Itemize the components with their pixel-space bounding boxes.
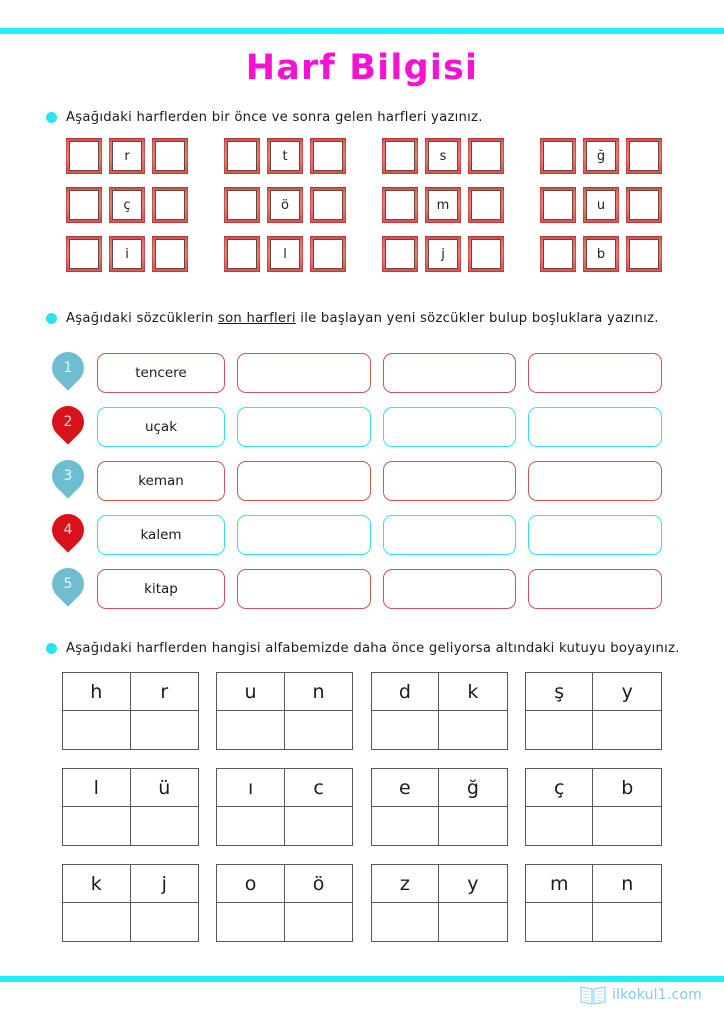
- color-in-row: [63, 711, 198, 749]
- instruction-2-pre: Aşağıdaki sözcüklerin: [66, 311, 218, 326]
- alphabet-table-row: [62, 864, 662, 942]
- letter-box-given: [583, 187, 619, 223]
- letter-box-given-value: s: [428, 141, 458, 171]
- letter-box-after[interactable]: [152, 236, 188, 272]
- letter-compare-table: [371, 768, 508, 846]
- letter-compare-table: [62, 864, 199, 942]
- letter-box-given: [109, 138, 145, 174]
- letter-box-before-value: [69, 190, 99, 220]
- word-row: [52, 404, 662, 449]
- letter-box-given: [267, 138, 303, 174]
- letter-cell-right: y: [467, 872, 479, 895]
- letter-box-before-value: [543, 190, 573, 220]
- letter-box-before-value: [385, 141, 415, 171]
- letter-box-before[interactable]: [382, 138, 418, 174]
- color-in-cell-right[interactable]: [593, 711, 661, 749]
- letter-box-before-value: [543, 239, 573, 269]
- color-in-cell-right[interactable]: [285, 711, 353, 749]
- letter-cell-left: h: [63, 673, 131, 710]
- letter-compare-table: [525, 672, 662, 750]
- letters-row: [372, 865, 507, 903]
- brand-label: ilkokul1.com: [611, 987, 702, 1003]
- color-in-row: [63, 903, 198, 941]
- color-in-cell-left[interactable]: [372, 711, 440, 749]
- letter-cell-left: l: [63, 769, 131, 806]
- color-in-cell-right[interactable]: [285, 807, 353, 845]
- letter-neighbors-row: [66, 138, 662, 174]
- letters-row: [217, 865, 352, 903]
- letter-neighbors-group: [224, 138, 346, 174]
- answer-blank-box[interactable]: [528, 515, 662, 555]
- letters-row: [63, 865, 198, 903]
- letter-cell-right: n: [621, 872, 634, 895]
- letter-compare-table: [216, 672, 353, 750]
- color-in-row: [526, 711, 661, 749]
- letter-box-after-value: [471, 141, 501, 171]
- letter-box-after-value: [155, 141, 185, 171]
- color-in-row: [217, 711, 352, 749]
- color-in-cell-left[interactable]: [217, 711, 285, 749]
- color-in-row: [217, 903, 352, 941]
- letter-neighbors-grid: [66, 138, 662, 272]
- letter-cell-left: ç: [526, 769, 594, 806]
- letter-cell-right: j: [161, 872, 167, 895]
- letter-box-before[interactable]: [540, 138, 576, 174]
- word-row: [52, 350, 662, 395]
- letter-box-given: [425, 138, 461, 174]
- letter-cell-left: z: [372, 865, 440, 902]
- letter-box-before[interactable]: [382, 236, 418, 272]
- color-in-cell-left[interactable]: [526, 711, 594, 749]
- letter-box-before-value: [69, 239, 99, 269]
- letter-box-before[interactable]: [224, 138, 260, 174]
- letter-box-given-value: u: [586, 190, 616, 220]
- letter-box-after-value: [629, 239, 659, 269]
- letter-box-given: [109, 236, 145, 272]
- color-in-cell-right[interactable]: [131, 903, 199, 941]
- color-in-cell-right[interactable]: [593, 903, 661, 941]
- answer-blank-box[interactable]: [383, 515, 517, 555]
- answer-blank-box[interactable]: [237, 569, 371, 609]
- color-in-row: [526, 807, 661, 845]
- answer-blank-box[interactable]: [528, 461, 662, 501]
- source-word-box: kalem: [97, 515, 225, 555]
- letter-cell-right: ö: [312, 872, 325, 895]
- answer-blank-box[interactable]: [383, 569, 517, 609]
- row-number-label: 5: [63, 576, 73, 592]
- letter-box-after-value: [155, 239, 185, 269]
- letter-cell-right: r: [160, 680, 169, 703]
- letter-box-after[interactable]: [310, 236, 346, 272]
- letter-cell-left: u: [217, 673, 285, 710]
- instruction-2: [46, 311, 659, 326]
- letter-box-given-value: ğ: [586, 141, 616, 171]
- letter-box-before[interactable]: [66, 138, 102, 174]
- answer-blank-box[interactable]: [237, 353, 371, 393]
- source-word-box: keman: [97, 461, 225, 501]
- letter-cell-right: k: [467, 680, 479, 703]
- letter-box-before-value: [227, 141, 257, 171]
- letter-neighbors-group: [66, 187, 188, 223]
- open-book-icon: [580, 984, 606, 1006]
- letter-cell-left: o: [217, 865, 285, 902]
- letter-box-given: [425, 236, 461, 272]
- answer-blank-box[interactable]: [383, 407, 517, 447]
- letter-box-after[interactable]: [468, 187, 504, 223]
- row-number-label: 2: [63, 414, 73, 430]
- letter-cell-right: ü: [158, 776, 171, 799]
- letter-box-after[interactable]: [468, 138, 504, 174]
- letter-box-after[interactable]: [626, 187, 662, 223]
- color-in-cell-left[interactable]: [372, 807, 440, 845]
- letter-box-given-value: m: [428, 190, 458, 220]
- letter-box-before-value: [385, 239, 415, 269]
- letter-box-given: [109, 187, 145, 223]
- letter-cell-right: b: [621, 776, 634, 799]
- letter-compare-table: [525, 864, 662, 942]
- letter-neighbors-group: [224, 236, 346, 272]
- letter-compare-table: [62, 768, 199, 846]
- letter-neighbors-group: [66, 236, 188, 272]
- color-in-row: [372, 711, 507, 749]
- instruction-3: [46, 641, 680, 656]
- letter-box-after[interactable]: [626, 138, 662, 174]
- letter-box-before[interactable]: [382, 187, 418, 223]
- answer-blank-box[interactable]: [528, 569, 662, 609]
- letter-box-given: [267, 187, 303, 223]
- letters-row: [526, 769, 661, 807]
- letter-neighbors-group: [540, 138, 662, 174]
- letter-box-before-value: [227, 190, 257, 220]
- letter-cell-left: d: [372, 673, 440, 710]
- word-row: [52, 512, 662, 557]
- color-in-cell-right[interactable]: [439, 807, 507, 845]
- row-number-pin: [52, 406, 84, 447]
- letter-box-given-value: ç: [112, 190, 142, 220]
- letter-cell-left: ş: [526, 673, 594, 710]
- letter-box-after[interactable]: [468, 236, 504, 272]
- letter-box-before[interactable]: [66, 236, 102, 272]
- letter-cell-right: c: [313, 776, 324, 799]
- letter-box-after[interactable]: [626, 236, 662, 272]
- letter-box-after-value: [313, 190, 343, 220]
- letter-box-before-value: [227, 239, 257, 269]
- color-in-cell-left[interactable]: [217, 807, 285, 845]
- letter-box-after-value: [471, 190, 501, 220]
- letter-neighbors-group: [66, 138, 188, 174]
- footer-branding: [580, 984, 702, 1006]
- color-in-row: [217, 807, 352, 845]
- letter-cell-right: ğ: [466, 776, 479, 799]
- color-in-cell-right[interactable]: [593, 807, 661, 845]
- letter-neighbors-row: [66, 187, 662, 223]
- row-number-pin: [52, 514, 84, 555]
- letter-box-after-value: [155, 190, 185, 220]
- letter-box-after[interactable]: [152, 187, 188, 223]
- source-word-box: uçak: [97, 407, 225, 447]
- letter-box-after-value: [629, 190, 659, 220]
- letter-neighbors-group: [540, 236, 662, 272]
- bullet-icon: [46, 112, 57, 123]
- letter-box-given-value: i: [112, 239, 142, 269]
- row-number-label: 4: [63, 522, 73, 538]
- letter-box-given-value: r: [112, 141, 142, 171]
- color-in-cell-right[interactable]: [439, 903, 507, 941]
- letter-box-before[interactable]: [540, 236, 576, 272]
- letter-compare-table: [525, 768, 662, 846]
- color-in-cell-left[interactable]: [217, 903, 285, 941]
- letter-neighbors-group: [382, 236, 504, 272]
- letter-box-before[interactable]: [540, 187, 576, 223]
- answer-blank-box[interactable]: [237, 407, 371, 447]
- bullet-icon: [46, 313, 57, 324]
- row-number-pin: [52, 352, 84, 393]
- alphabet-table-row: [62, 672, 662, 750]
- color-in-cell-right[interactable]: [131, 807, 199, 845]
- instruction-2-text: [66, 311, 659, 326]
- letter-box-given: [425, 187, 461, 223]
- word-rows-area: [52, 350, 662, 611]
- instruction-3-text: Aşağıdaki harflerden hangisi alfabemizde daha önce geliyorsa altındaki kutuyu boyayınız.: [66, 641, 680, 656]
- instruction-2-post: ile başlayan yeni sözcükler bulup boşluklara yazınız.: [295, 311, 659, 326]
- letters-row: [63, 673, 198, 711]
- color-in-cell-right[interactable]: [439, 711, 507, 749]
- answer-blank-box[interactable]: [237, 461, 371, 501]
- letter-box-given: [267, 236, 303, 272]
- letter-box-after-value: [313, 141, 343, 171]
- letter-box-given: [583, 138, 619, 174]
- word-row: [52, 458, 662, 503]
- letter-compare-table: [371, 672, 508, 750]
- color-in-row: [526, 903, 661, 941]
- letter-neighbors-group: [382, 138, 504, 174]
- bottom-divider-rule: [0, 976, 724, 982]
- answer-blank-box[interactable]: [528, 407, 662, 447]
- source-word-box: kitap: [97, 569, 225, 609]
- alphabet-table-row: [62, 768, 662, 846]
- top-divider-rule: [0, 28, 724, 34]
- row-number-label: 3: [63, 468, 73, 484]
- letter-box-given-value: b: [586, 239, 616, 269]
- letter-box-after[interactable]: [152, 138, 188, 174]
- letter-compare-table: [371, 864, 508, 942]
- letter-box-before[interactable]: [224, 187, 260, 223]
- source-word-box: tencere: [97, 353, 225, 393]
- color-in-row: [372, 903, 507, 941]
- letter-neighbors-row: [66, 236, 662, 272]
- letters-row: [217, 769, 352, 807]
- letters-row: [526, 865, 661, 903]
- letters-row: [526, 673, 661, 711]
- letter-box-given-value: ö: [270, 190, 300, 220]
- letter-box-given-value: j: [428, 239, 458, 269]
- letter-compare-table: [216, 768, 353, 846]
- letter-box-given-value: l: [270, 239, 300, 269]
- letter-box-after-value: [471, 239, 501, 269]
- letter-compare-table: [62, 672, 199, 750]
- letter-box-given: [583, 236, 619, 272]
- row-number-label: 1: [63, 360, 73, 376]
- alphabet-order-tables: [62, 672, 662, 942]
- letter-box-before-value: [385, 190, 415, 220]
- color-in-row: [63, 807, 198, 845]
- color-in-cell-left[interactable]: [63, 903, 131, 941]
- letter-box-given-value: t: [270, 141, 300, 171]
- word-row: [52, 566, 662, 611]
- letter-cell-right: n: [312, 680, 325, 703]
- letter-box-after-value: [629, 141, 659, 171]
- letter-box-after[interactable]: [310, 138, 346, 174]
- instruction-2-underlined: son harfleri: [217, 311, 296, 326]
- letter-neighbors-group: [224, 187, 346, 223]
- letter-cell-right: y: [621, 680, 633, 703]
- color-in-cell-right[interactable]: [131, 711, 199, 749]
- letter-cell-left: e: [372, 769, 440, 806]
- answer-blank-box[interactable]: [528, 353, 662, 393]
- color-in-cell-left[interactable]: [63, 807, 131, 845]
- letters-row: [217, 673, 352, 711]
- instruction-1: [46, 110, 483, 125]
- letter-compare-table: [216, 864, 353, 942]
- letter-cell-left: k: [63, 865, 131, 902]
- letter-neighbors-group: [540, 187, 662, 223]
- color-in-cell-left[interactable]: [526, 807, 594, 845]
- letter-box-before[interactable]: [66, 187, 102, 223]
- letter-box-before-value: [543, 141, 573, 171]
- color-in-cell-left[interactable]: [526, 903, 594, 941]
- letter-box-before[interactable]: [224, 236, 260, 272]
- page-title: Harf Bilgisi: [245, 48, 479, 88]
- row-number-pin: [52, 460, 84, 501]
- letter-cell-left: ı: [217, 769, 285, 806]
- color-in-cell-left[interactable]: [63, 711, 131, 749]
- color-in-row: [372, 807, 507, 845]
- letter-cell-left: m: [526, 865, 594, 902]
- letter-box-after[interactable]: [310, 187, 346, 223]
- letter-box-after-value: [313, 239, 343, 269]
- letters-row: [63, 769, 198, 807]
- letters-row: [372, 673, 507, 711]
- bullet-icon: [46, 643, 57, 654]
- instruction-1-text: Aşağıdaki harflerden bir önce ve sonra gelen harfleri yazınız.: [66, 110, 483, 125]
- answer-blank-box[interactable]: [383, 461, 517, 501]
- letter-neighbors-group: [382, 187, 504, 223]
- answer-blank-box[interactable]: [237, 515, 371, 555]
- color-in-cell-right[interactable]: [285, 903, 353, 941]
- row-number-pin: [52, 568, 84, 609]
- letter-box-before-value: [69, 141, 99, 171]
- answer-blank-box[interactable]: [383, 353, 517, 393]
- letters-row: [372, 769, 507, 807]
- color-in-cell-left[interactable]: [372, 903, 440, 941]
